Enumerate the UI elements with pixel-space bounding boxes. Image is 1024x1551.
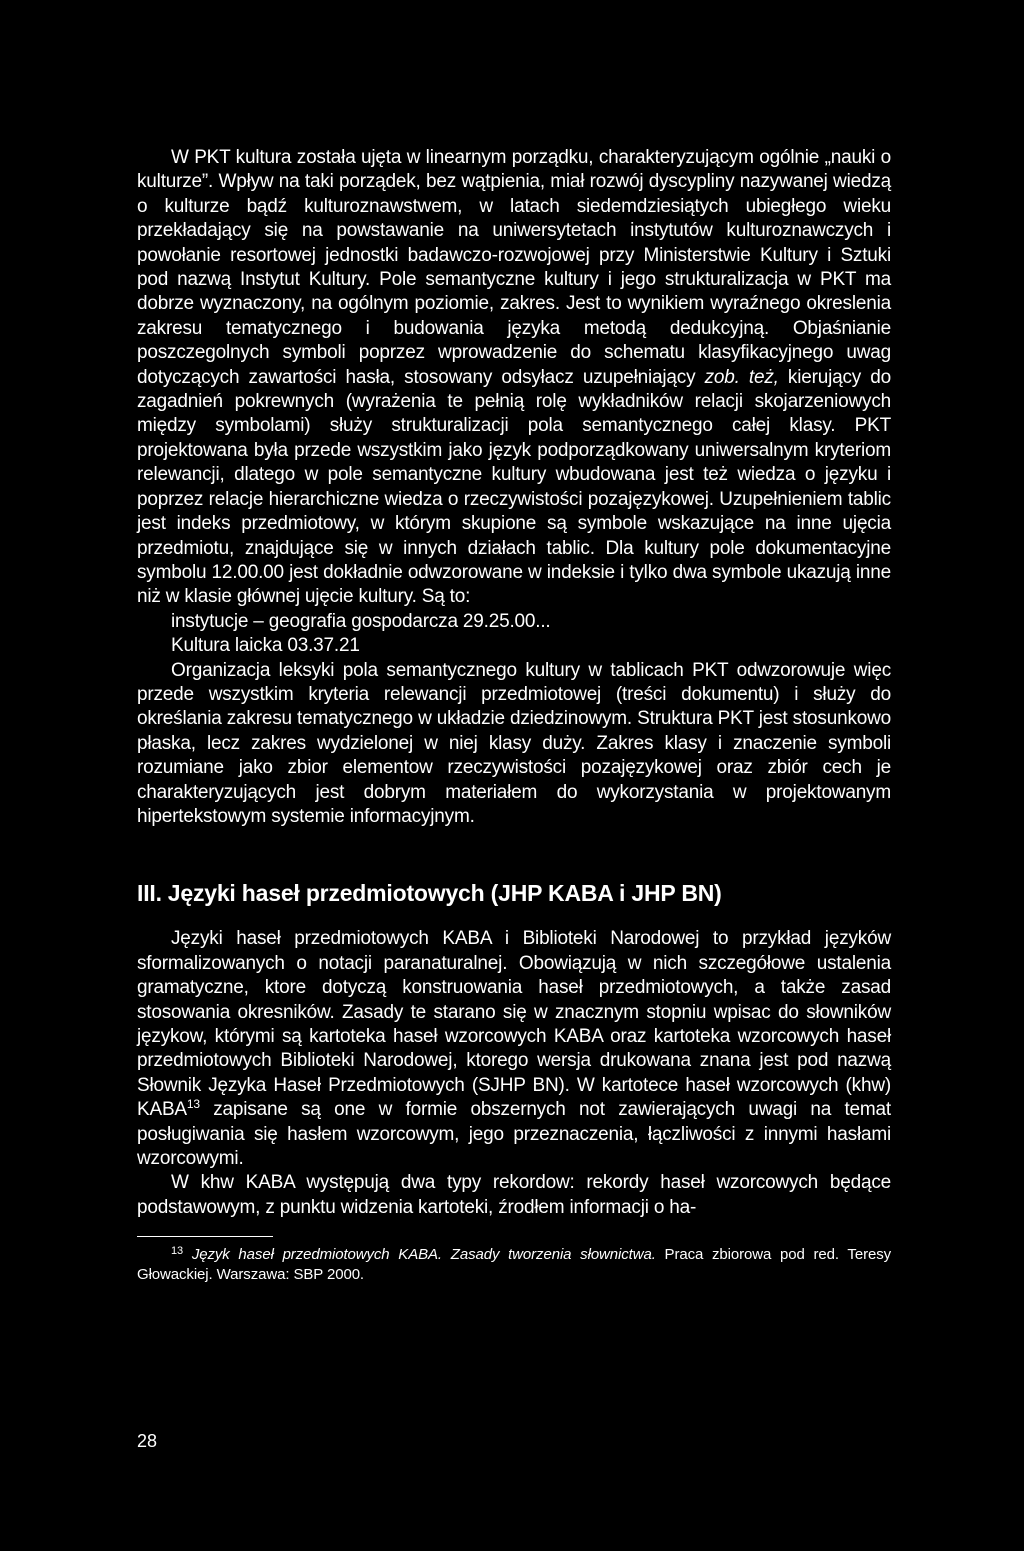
footnote-divider <box>137 1236 273 1237</box>
paragraph-lexis-organization: Organizacja leksyki pola semantycznego kultury w tablicach PKT odwzorowuje więc przede wszystkim kryteria relewancji przedmiotowej (treści dokumentu) i służy do określania zakresu tematycznego w układzie dziedzinowym. Struktura PKT jest stosunkowo płaska, lecz zakres wydzielonej w niej klasy duży. Zakres klasy i znaczenie symboli rozumiane jako zbior elementow rzeczywistości pozajęzykowej oraz zbiór cech je charakteryzujących jest dobrym materiałem do wykorzystania w projektowanym hipertekstowym systemie informacyjnym. <box>137 659 891 827</box>
list-item: instytucje – geografia gospodarcza 29.25.00... <box>171 610 551 632</box>
section-number: III. <box>137 880 162 907</box>
paragraph-jhp-languages <box>137 927 891 1171</box>
italic-term: zob. też, <box>704 366 779 388</box>
section-title: Języki haseł przedmiotowych (JHP KABA i JHP BN) <box>167 880 722 907</box>
paragraph-text-continued: kierujący do zagadnień pokrewnych (wyrażenia te pełnią rolę wykładników relacji skojarzeniowych między symbolami) służy strukturalizacji pola semantycznego całej klasy. PKT projektowana była przede wszystkim jako język podporządkowany uniwersalnym kryteriom relewancji, dlatego w pole semantyczne kultury wbudowana jest też wiedza o języku i poprzez relacje hierarchiczne wiedza o rzeczywistości pozajęzykowej. Uzupełnieniem tablic jest indeks przedmiotowy, w którym skupione są symbole wskazujące na inne ujęcia przedmiotu, znajdujące się w innych działach tablic. Dla kultury pole dokumentacyjne symbolu 12.00.00 jest dokładnie odwzorowane w indeksie i tylko dwa symbole ukazują inne niż w klasie głównej ujęcie kultury. Są to: <box>137 366 892 608</box>
list-item: Kultura laicka 03.37.21 <box>171 635 360 657</box>
paragraph-text: Języki haseł przedmiotowych KABA i Biblioteki Narodowej to przykład języków sformalizowanych o notacji paranaturalnej. Obowiązują w nich szczegółowe ustalenia gramatyczne, ktore dotyczą konstruowania haseł przedmiotowych, a także zasad stosowania okresników. Zasady te starano się w znacznym stopniu wpisac do słowników językow, którymi są kartoteka haseł wzorcowych KABA oraz kartoteka wzorcowych haseł przedmiotowych Biblioteki Narodowej, ktorego wersja drukowana znana jest pod nazwą Słownik Języka Haseł Przedmiotowych (SJHP BN). W kartotece haseł wzorcowych (khw) KABA <box>137 928 891 1121</box>
section-heading <box>137 880 891 907</box>
page-number: 28 <box>137 1431 158 1451</box>
paragraph-pkt-culture <box>137 146 891 610</box>
paragraph-text-continued: zapisane są one w formie obszernych not zawierających uwagi na temat posługiwania się hasłem wzorcowym, jego przeznaczenia, łączliwości z innymi hasłami wzorcowymi. <box>137 1099 891 1170</box>
footnote-reference: 13 <box>186 1097 200 1112</box>
page-body <box>137 146 891 1285</box>
footnote-number: 13 <box>171 1245 184 1258</box>
paragraph-text: W PKT kultura została ujęta w linearnym porządku, charakteryzującym ogólnie „nauki o kulturze”. Wpływ na taki porządek, bez wątpienia, miał rozwój dyscypliny nazywanej wiedzą o kulturze bądź kulturoznawstwem, w latach siedemdziesiątych ubiegłego wieku przekładający się na powstawanie na uniwersytetach instytutów kulturoznawczych i powołanie resortowej jednostki badawczo-rozwojowej przy Ministerstwie Kultury i Sztuki pod nazwą Instytut Kultury. Pole semantyczne kultury i jego strukturalizacja w PKT ma dobrze wyznaczony, na ogólnym poziomie, zakres. Jest to wynikiem wyraźnego okreslenia zakresu tematycznego i budowania języka metodą dedukcyjną. Objaśnianie poszczegolnych symboli poprzez wprowadzenie do schematu klasyfikacyjnego uwag dotyczących zawartości hasła, stosowany odsyłacz uzupełniający <box>137 147 891 388</box>
paragraph-khw-records: W khw KABA występują dwa typy rekordow: rekordy haseł wzorcowych będące podstawowym, z punktu widzenia kartoteki, źrodłem informacji o ha- <box>137 1172 891 1218</box>
footnote-title: Język haseł przedmiotowych KABA. Zasady tworzenia słownictwa. <box>191 1246 656 1264</box>
footnote-text: Praca zbiorowa pod red. Teresy Głowackiej. Warszawa: SBP 2000. <box>137 1246 892 1284</box>
footnote <box>137 1245 891 1285</box>
